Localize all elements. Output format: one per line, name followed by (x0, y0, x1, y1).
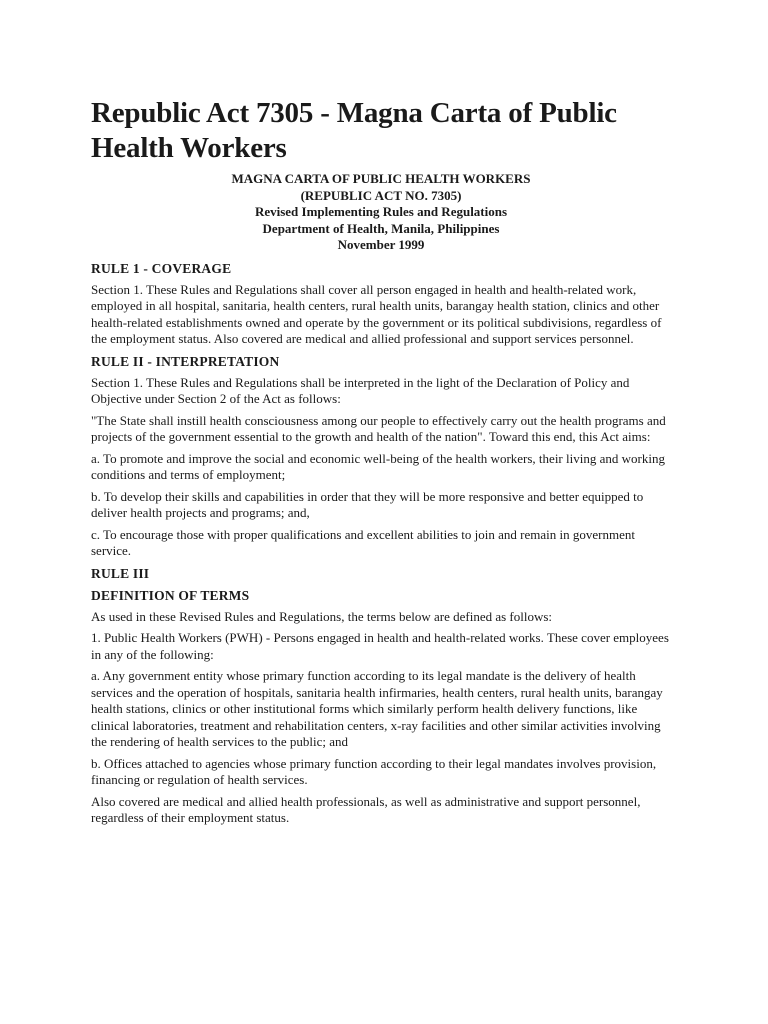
header-line-act-name: MAGNA CARTA OF PUBLIC HEALTH WORKERS (231, 171, 531, 186)
rule-2-item-a: a. To promote and improve the social and economic well-being of the health workers, their living and working conditions and terms of employment; (91, 450, 665, 482)
rule-2-item-b: b. To develop their skills and capabilities in order that they will be more responsive and better equipped to deliver health projects and programs; and, (91, 488, 644, 520)
rule-3-item-a: a. Any government entity whose primary function according to its legal mandate is the delivery of health services and the operation of hospitals, sanitaria health infirmaries, health centers, rural health units, barangay health stations, clinics or other institutional forms which similarly perform health delivery functions, like clinical laboratories, treatment and rehabilitation centers, x-ray facilities and other similar activities involving the rendering of health services to the public; and (91, 668, 663, 749)
rule-2-section-1: Section 1. These Rules and Regulations shall be interpreted in the light of the Declaration of Policy and Objective under Section 2 of the Act as follows: (91, 374, 630, 406)
document-header-block (91, 171, 671, 254)
rule-3-intro: As used in these Revised Rules and Regulations, the terms below are defined as follows: (91, 608, 553, 624)
rule-2-item-c: c. To encourage those with proper qualifications and excellent abilities to join and remain in government service. (91, 526, 635, 558)
rule-2-heading: RULE II - INTERPRETATION (91, 353, 280, 369)
rule-3-also-covered: Also covered are medical and allied health professionals, as well as administrative and support personnel, regardless of their employment status. (91, 793, 641, 825)
rule-1-section-1: Section 1. These Rules and Regulations shall cover all person engaged in health and health-related work, employed in all hospital, sanitaria, health centers, rural health units, barangay health station, clinics and other health-related establishments owned and operate by the government or its political subdivisions, regardless of the employment status. Also covered are medical and allied professional and support services personnel. (91, 281, 662, 346)
header-line-department: Department of Health, Manila, Philippines (262, 220, 500, 236)
header-line-act-number: (REPUBLIC ACT NO. 7305) (300, 187, 462, 203)
rule-3-item-b: b. Offices attached to agencies whose primary function according to their legal mandates involves provision, financing or regulation of health services. (91, 755, 657, 787)
rule-3-heading: RULE III (91, 565, 150, 581)
rule-2-quote: "The State shall instill health consciousness among our people to effectively carry out the health programs and projects of the government essential to the growth and health of the nation". Toward this end, this Act aims: (91, 412, 666, 444)
header-line-irr: Revised Implementing Rules and Regulations (254, 204, 508, 219)
document-body (91, 96, 671, 832)
document-title: Republic Act 7305 - Magna Carta of Public Health Workers (91, 97, 617, 164)
header-line-date: November 1999 (337, 237, 425, 252)
rule-3-item-1: 1. Public Health Workers (PWH) - Persons engaged in health and health-related works. These cover employees in any of the following: (91, 630, 669, 662)
rule-1-heading: RULE 1 - COVERAGE (91, 260, 232, 276)
rule-3-subheading: DEFINITION OF TERMS (91, 587, 250, 603)
